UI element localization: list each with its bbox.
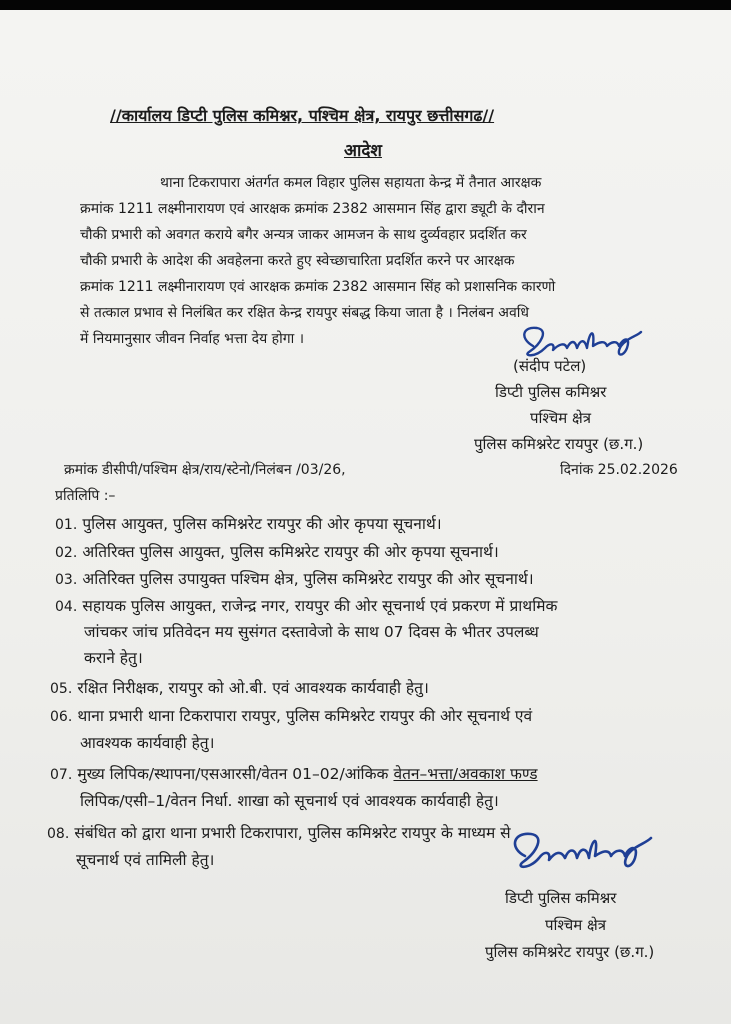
body-line: क्रमांक 1211 लक्ष्मीनारायण एवं आरक्षक क्रमांक 2382 आसमान सिंह को प्रशासनिक कारणो [80, 279, 556, 295]
reference-date: दिनांक 25.02.2026 [560, 462, 678, 478]
body-line: चौकी प्रभारी के आदेश की अवहेलना करते हुए स्वेच्छाचारिता प्रदर्शित करने पर आरक्षक [80, 253, 515, 269]
item-text-continued: जांचकर जांच प्रतिवेदन मय सुसंगत दस्तावेजो के साथ 07 दिवस के भीतर उपलब्ध [84, 623, 539, 641]
list-item [55, 567, 534, 589]
item-text: अतिरिक्त पुलिस उपायुक्त पश्चिम क्षेत्र, पुलिस कमिश्नरेट रायपुर की ओर सूचनार्थ। [82, 570, 534, 588]
item-text-continued: सूचनार्थ एवं तामिली हेतु। [76, 851, 215, 869]
item-text-continued: आवश्यक कार्यवाही हेतु। [80, 734, 215, 752]
item-number: 07. [50, 767, 73, 783]
item-number: 03. [55, 572, 78, 588]
item-text-continued: कराने हेतु। [84, 649, 143, 667]
signatory-office: पुलिस कमिश्नरेट रायपुर (छ.ग.) [485, 943, 655, 961]
item-text: सहायक पुलिस आयुक्त, राजेन्द्र नगर, रायपुर की ओर सूचनार्थ एवं प्रकरण में प्राथमिक [82, 597, 558, 615]
order-title: आदेश [344, 141, 382, 161]
body-line: क्रमांक 1211 लक्ष्मीनारायण एवं आरक्षक क्रमांक 2382 आसमान सिंह द्वारा ड्यूटी के दौरान [80, 201, 545, 217]
document-page [0, 10, 731, 1024]
list-item [55, 512, 442, 534]
signature-image [505, 822, 655, 882]
item-text: थाना प्रभारी थाना टिकरापारा रायपुर, पुलिस कमिश्नरेट रायपुर की ओर सूचनार्थ एवं [77, 707, 533, 725]
list-item [55, 594, 557, 616]
item-text: मुख्य लिपिक/स्थापना/एसआरसी/वेतन 01–02/आंकिक [77, 765, 389, 783]
top-black-border [0, 0, 731, 10]
body-line: से तत्काल प्रभाव से निलंबित कर रक्षित केन्द्र रायपुर संबद्ध किया जाता है । निलंबन अवधि [80, 305, 530, 321]
item-number: 05. [50, 681, 73, 697]
item-text: पुलिस आयुक्त, पुलिस कमिश्नरेट रायपुर की ओर कृपया सूचनार्थ। [82, 515, 442, 533]
item-number: 06. [50, 709, 73, 725]
list-item [50, 704, 532, 726]
item-number: 04. [55, 599, 78, 615]
body-line: में नियमानुसार जीवन निर्वाह भत्ता देय होगा । [80, 331, 305, 347]
list-item [50, 762, 538, 784]
item-text: रक्षित निरीक्षक, रायपुर को ओ.बी. एवं आवश्यक कार्यवाही हेतु। [77, 679, 429, 697]
item-number: 02. [55, 545, 78, 561]
item-text: अतिरिक्त पुलिस आयुक्त, पुलिस कमिश्नरेट रायपुर की ओर कृपया सूचनार्थ। [82, 543, 499, 561]
signatory-designation: डिप्टी पुलिस कमिश्नर [505, 889, 617, 907]
item-text-continued: लिपिक/एसी–1/वेतन निर्धा. शाखा को सूचनार्थ एवं आवश्यक कार्यवाही हेतु। [80, 792, 499, 810]
item-number: 01. [55, 517, 78, 533]
copy-to-label: प्रतिलिपि :– [55, 488, 116, 504]
item-text: संबंधित को द्वारा थाना प्रभारी टिकरापारा, पुलिस कमिश्नरेट रायपुर के माध्यम से [74, 824, 511, 842]
signatory-area: पश्चिम क्षेत्र [545, 916, 607, 934]
signatory-designation: डिप्टी पुलिस कमिश्नर [495, 383, 607, 401]
list-item [47, 821, 511, 843]
signatory-name: (संदीप पटेल) [513, 357, 587, 375]
list-item [50, 676, 429, 698]
office-header: //कार्यालय डिप्टी पुलिस कमिश्नर, पश्चिम क्षेत्र, रायपुर छत्तीसगढ// [110, 106, 495, 125]
item-number: 08. [47, 826, 70, 842]
body-line: थाना टिकरापारा अंतर्गत कमल विहार पुलिस सहायता केन्द्र में तैनात आरक्षक [160, 175, 542, 191]
list-item [55, 540, 499, 562]
signatory-office: पुलिस कमिश्नरेट रायपुर (छ.ग.) [474, 435, 644, 453]
item-text-underlined: वेतन–भत्ता/अवकाश फण्ड [393, 765, 538, 783]
signatory-area: पश्चिम क्षेत्र [530, 409, 592, 427]
body-line: चौकी प्रभारी को अवगत कराये बगैर अन्यत्र जाकर आमजन के साथ दुर्व्यवहार प्रदर्शित कर [80, 227, 527, 243]
reference-number: क्रमांक डीसीपी/पश्चिम क्षेत्र/राय/स्टेनो/निलंबन /03/26, [64, 462, 346, 478]
